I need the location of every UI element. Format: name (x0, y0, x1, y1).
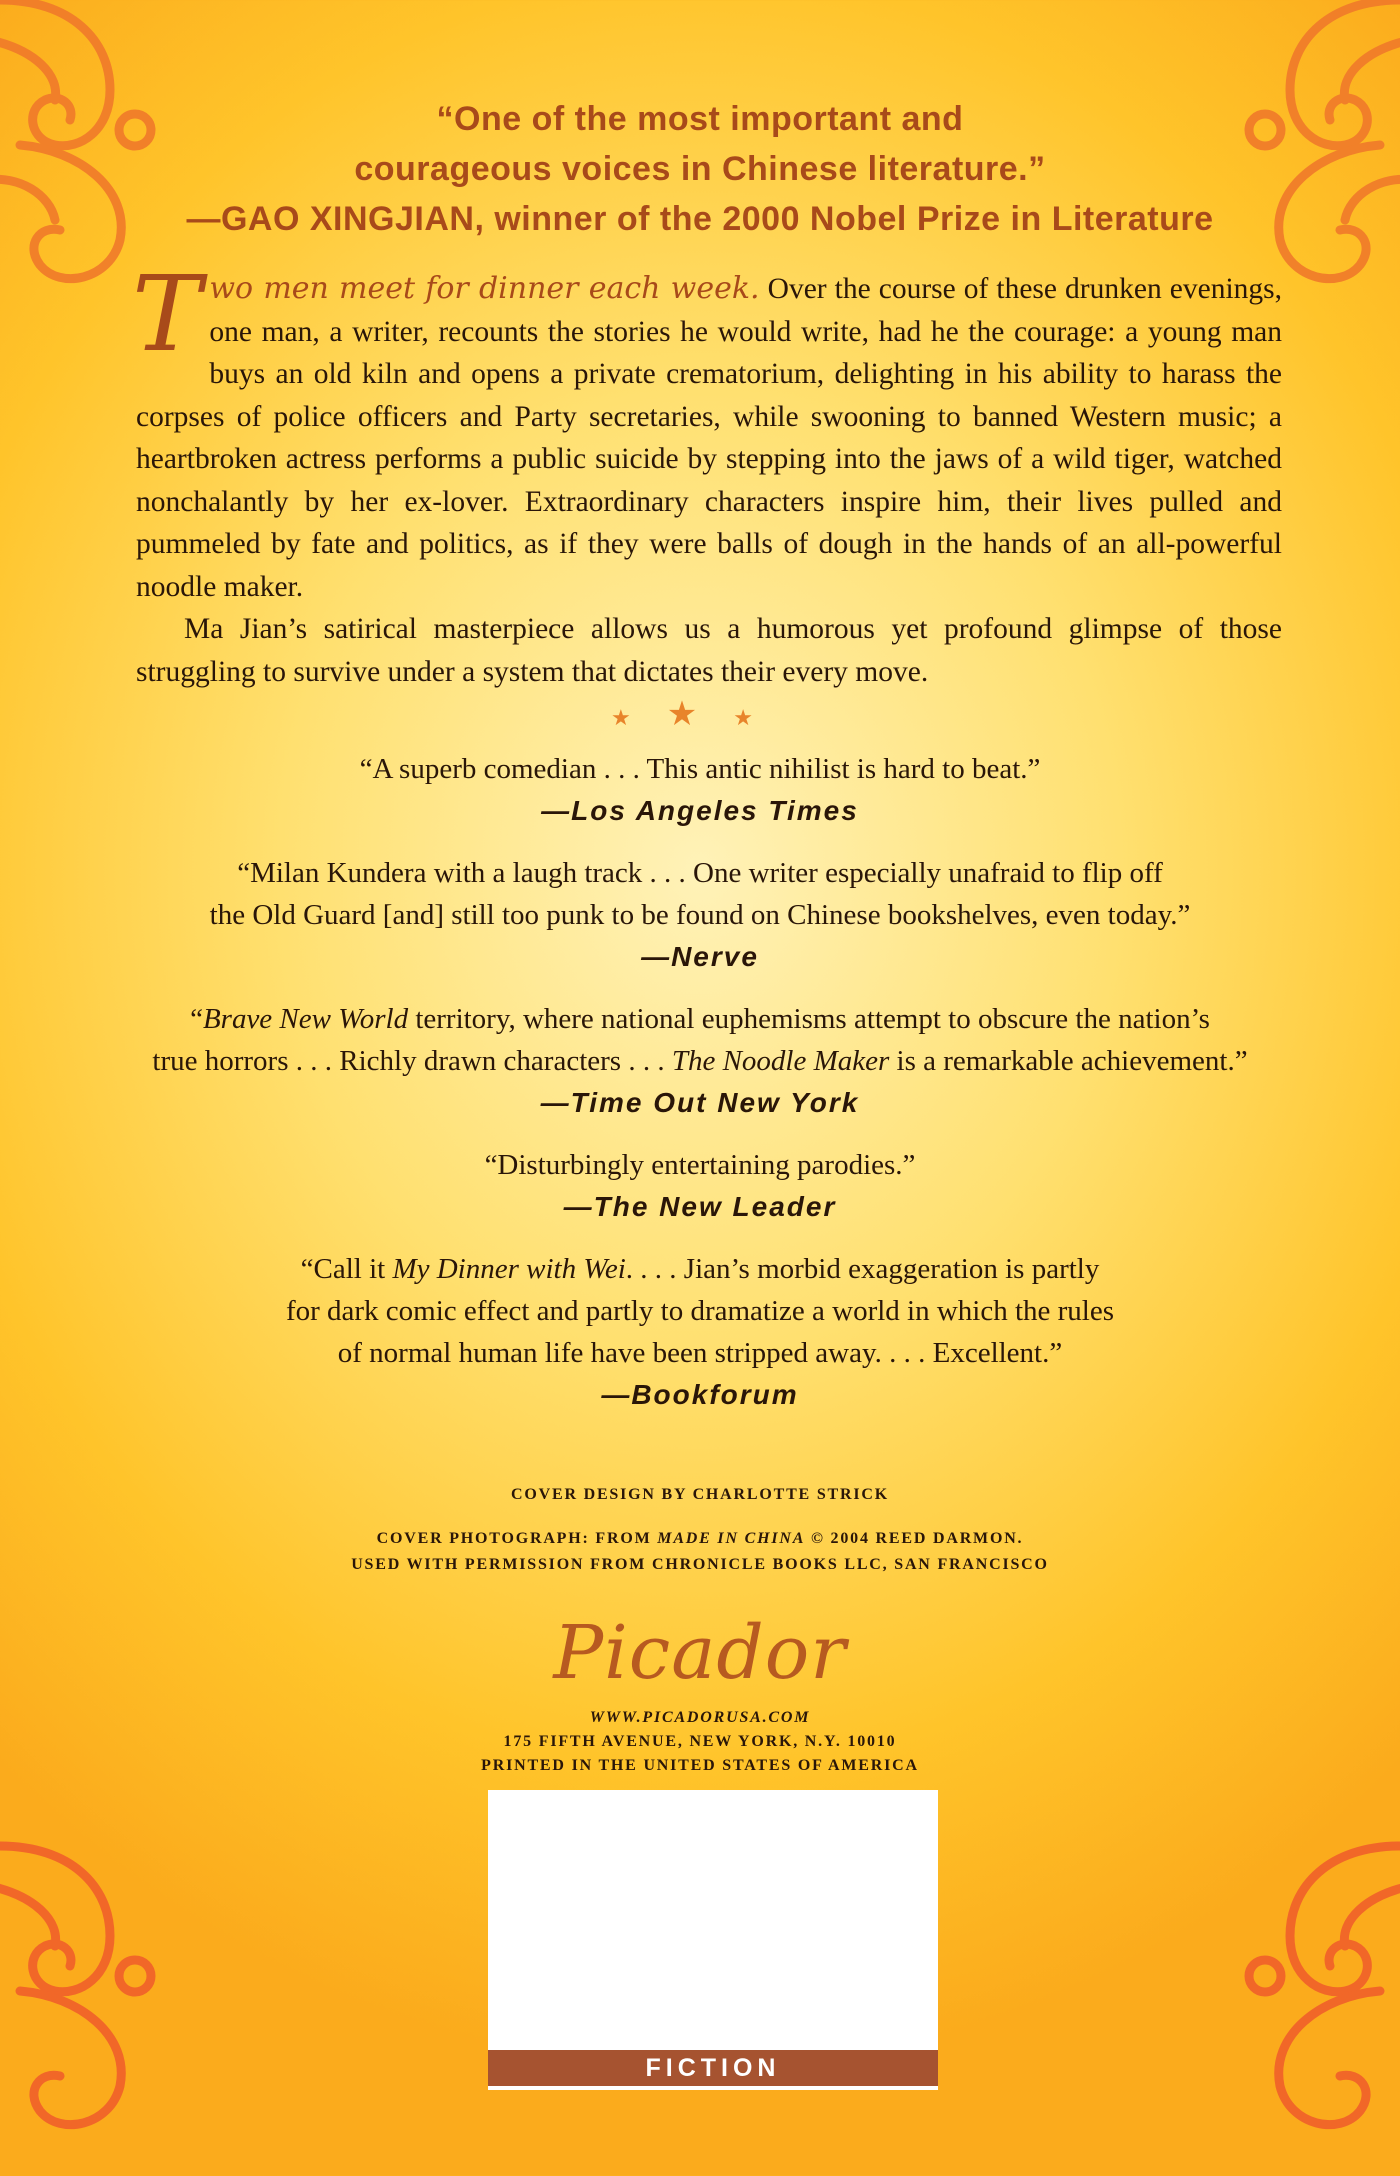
review-quote: of normal human life have been stripped away. . . . Excellent.” (337, 1337, 1063, 1369)
photo-credit (0, 1526, 1400, 1552)
description-paragraph: Ma Jian’s satirical masterpiece allows us a humorous yet profound glimpse of those struggling to survive under a system that dictates their every move. (136, 613, 1282, 688)
star-icon: ★ (611, 705, 667, 730)
review-quote: “A superb comedian . . . This antic nihilist is hard to beat.” (359, 753, 1041, 785)
review-quote: for dark comic effect and partly to dramatize a world in which the rules (285, 1295, 1115, 1327)
description-text: Over the course of these drunken evenings, one man, a writer, recounts the stories he would write, had he the courage: a young man buys an old kiln and opens a private crematorium, delighting in his ability to harass the corpses of police officers and Party secretaries, while swooning to banned Western music; a heartbroken actress performs a public suicide by stepping into the jaws of a wild tiger, watched nonchalantly by her ex-lover. Extraordinary characters inspire him, their lives pulled and pummeled by fate and politics, as if they were balls of dough in the hands of an all-powerful noodle maker. (136, 273, 1282, 603)
review-quote (120, 1040, 1280, 1082)
review (120, 998, 1280, 1124)
review (120, 1248, 1280, 1416)
permission-credit: USED WITH PERMISSION FROM CHRONICLE BOOKS LLC, SAN FRANCISCO (351, 1556, 1049, 1573)
quote-text: “Call it (300, 1253, 393, 1285)
publisher-address: 175 FIFTH AVENUE, NEW YORK, N.Y. 10010 (503, 1733, 897, 1750)
review-quote (120, 998, 1280, 1040)
drop-cap: T (132, 253, 202, 375)
star-icon: ★ (666, 696, 734, 733)
headline-line: courageous voices in Chinese literature.” (354, 150, 1046, 188)
publisher-logo: Picador (553, 1610, 847, 1696)
barcode-area (488, 1790, 938, 2090)
review-source: —Time Out New York (540, 1087, 860, 1118)
headline-quote (180, 94, 1220, 244)
quote-text: . . . . Jian’s morbid exaggeration is partly (625, 1253, 1100, 1285)
quote-text: true horrors . . . Richly drawn characters . . . (152, 1045, 672, 1077)
publisher-website[interactable]: WWW.PICADORUSA.COM (589, 1709, 811, 1726)
review-source: —Bookforum (601, 1379, 799, 1410)
cloud-ornament-icon (1200, 1816, 1400, 2136)
book-title: The Noodle Maker (671, 1045, 890, 1077)
cloud-ornament-icon (1200, 0, 1400, 300)
printed-in: PRINTED IN THE UNITED STATES OF AMERICA (481, 1757, 919, 1774)
credit-title: MADE IN CHINA (657, 1530, 806, 1547)
review-source: —The New Leader (563, 1191, 837, 1222)
publisher-info (0, 1706, 1400, 1778)
description-lead: wo men meet for dinner each week. (209, 271, 760, 306)
review-list (120, 748, 1280, 1436)
star-divider (0, 694, 1400, 734)
review (120, 1144, 1280, 1228)
headline-line: “One of the most important and (436, 100, 964, 138)
credit-text: © 2004 REED DARMON. (805, 1530, 1024, 1547)
category-label: FICTION (488, 2050, 938, 2086)
star-icon: ★ (733, 705, 789, 730)
cloud-ornament-icon (0, 1816, 200, 2136)
review (120, 748, 1280, 832)
description-paragraph (132, 253, 1282, 608)
quote-text: is a remarkable achievement.” (889, 1045, 1248, 1077)
review-quote: “Milan Kundera with a laugh track . . . One writer especially unafraid to flip off (237, 857, 1163, 889)
review-source: —Nerve (641, 941, 759, 972)
review-quote: “Disturbingly entertaining parodies.” (484, 1149, 916, 1181)
headline-attribution: —GAO XINGJIAN, winner of the 2000 Nobel Prize in Literature (186, 200, 1214, 238)
credit-text: COVER PHOTOGRAPH: FROM (376, 1530, 658, 1547)
book-title: Brave New World (202, 1003, 409, 1035)
cover-designer: COVER DESIGN BY CHARLOTTE STRICK (511, 1486, 889, 1503)
quote-text: territory, where national euphemisms attempt to obscure the nation’s (408, 1003, 1210, 1035)
book-title: My Dinner with Wei (392, 1253, 626, 1285)
review (120, 852, 1280, 978)
review-quote: the Old Guard [and] still too punk to be found on Chinese bookshelves, even today.” (209, 899, 1191, 931)
cover-credits (0, 1484, 1400, 1578)
review-quote (120, 1248, 1280, 1290)
book-description (132, 253, 1282, 693)
review-source: —Los Angeles Times (541, 795, 859, 826)
quote-text: “ (190, 1003, 203, 1035)
